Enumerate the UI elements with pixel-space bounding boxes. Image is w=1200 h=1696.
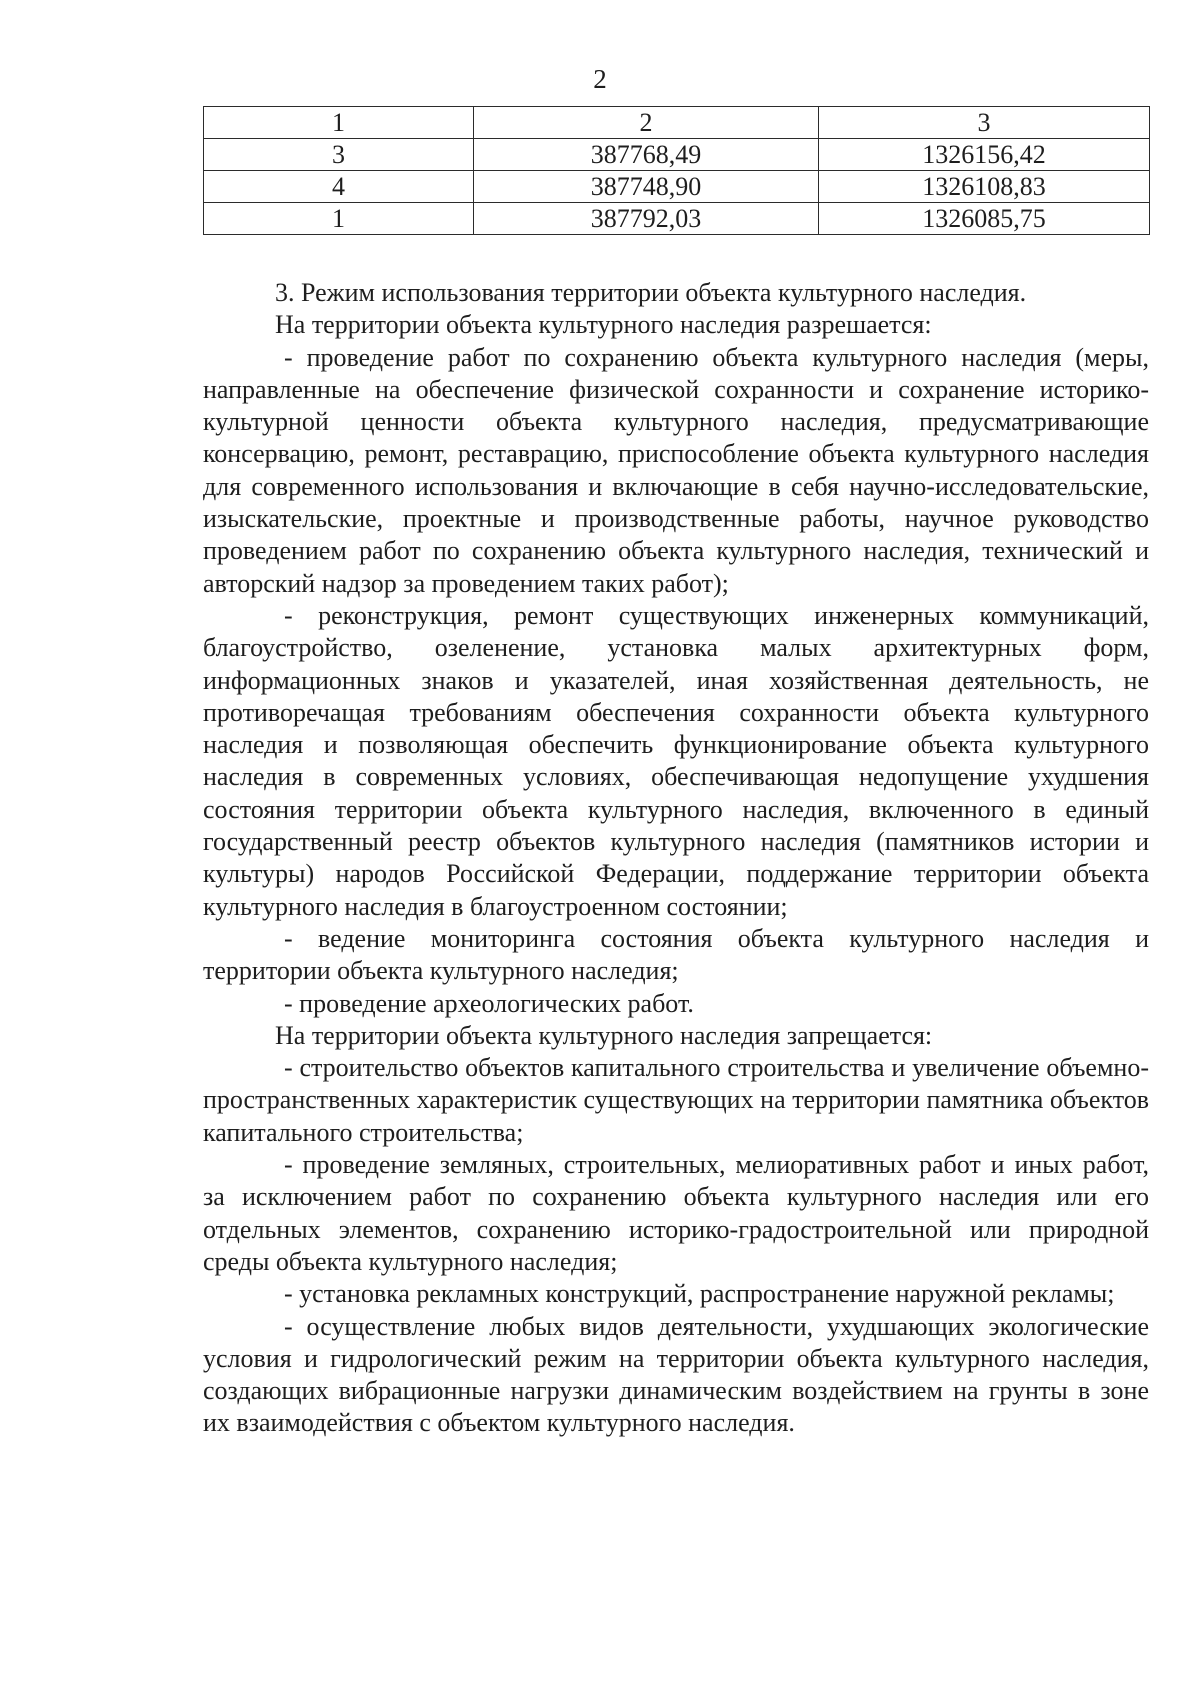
table-header-row bbox=[204, 107, 1150, 139]
table-cell: 1326108,83 bbox=[819, 171, 1150, 203]
prohibited-item: - проведение земляных, строительных, мелиоративных работ и иных работ, за исключением работ по сохранению объекта культурного наследия или его отдельных элементов, сохранению историко-градостроительной или природной среды объекта культурного наследия; bbox=[203, 1150, 1149, 1276]
table-cell: 3 bbox=[204, 139, 474, 171]
document-body bbox=[203, 277, 1149, 1440]
table-cell: 1 bbox=[204, 203, 474, 235]
table-cell: 387768,49 bbox=[474, 139, 819, 171]
table-header-cell: 1 bbox=[204, 107, 474, 139]
prohibited-item: - осуществление любых видов деятельности, ухудшающих экологические условия и гидрологический режим на территории объекта культурного наследия, создающих вибрационные нагрузки динамическим воздействием на грунты в зоне их взаимодействия с объектом культурного наследия. bbox=[203, 1311, 1149, 1438]
table-cell: 1326085,75 bbox=[819, 203, 1150, 235]
table-header-cell: 2 bbox=[474, 107, 819, 139]
permitted-item: - реконструкция, ремонт существующих инженерных коммуникаций, благоустройство, озеленение, установка малых архитектурных форм, информационных знаков и указателей, иная хозяйственная деятельность, не противоречащая требованиям обеспечения сохранности объекта культурного наследия и позволяющая обеспечить функционирование объекта культурного наследия в современных условиях, обеспечивающая недопущение ухудшения состояния территории объекта культурного наследия, включенного в единый государственный реестр объектов культурного наследия (памятников истории и культуры) народов Российской Федерации, поддержание территории объекта культурного наследия в благоустроенном состоянии; bbox=[203, 600, 1149, 921]
coordinates-table bbox=[203, 106, 1150, 235]
table-cell: 1326156,42 bbox=[819, 139, 1150, 171]
table-cell: 387792,03 bbox=[474, 203, 819, 235]
prohibited-item: - установка рекламных конструкций, распространение наружной рекламы; bbox=[284, 1279, 1115, 1309]
table-row bbox=[204, 171, 1150, 203]
section-heading: 3. Режим использования территории объекта культурного наследия. bbox=[275, 278, 1027, 307]
table-row bbox=[204, 139, 1150, 171]
prohibited-intro: На территории объекта культурного наследия запрещается: bbox=[275, 1020, 933, 1050]
page-number: 2 bbox=[593, 64, 607, 94]
table-cell: 387748,90 bbox=[474, 171, 819, 203]
permitted-intro: На территории объекта культурного наследия разрешается: bbox=[275, 310, 932, 340]
table-header-cell: 3 bbox=[819, 107, 1150, 139]
permitted-item: - ведение мониторинга состояния объекта культурного наследия и территории объекта культурного наследия; bbox=[203, 923, 1149, 986]
table-row bbox=[204, 203, 1150, 235]
table-cell: 4 bbox=[204, 171, 474, 203]
prohibited-item: - строительство объектов капитального строительства и увеличение объемно-пространственных характеристик существующих на территории памятника объектов капитального строительства; bbox=[203, 1053, 1149, 1147]
permitted-item: - проведение работ по сохранению объекта культурного наследия (меры, направленные на обеспечение физической сохранности и сохранение историко-культурной ценности объекта культурного наследия, предусматривающие консервацию, ремонт, реставрацию, приспособление объекта культурного наследия для современного использования и включающие в себя научно-исследовательские, изыскательские, проектные и производственные работы, научное руководство проведением работ по сохранению объекта культурного наследия, технический и авторский надзор за проведением таких работ); bbox=[203, 342, 1149, 598]
permitted-item: - проведение археологических работ. bbox=[284, 988, 694, 1018]
